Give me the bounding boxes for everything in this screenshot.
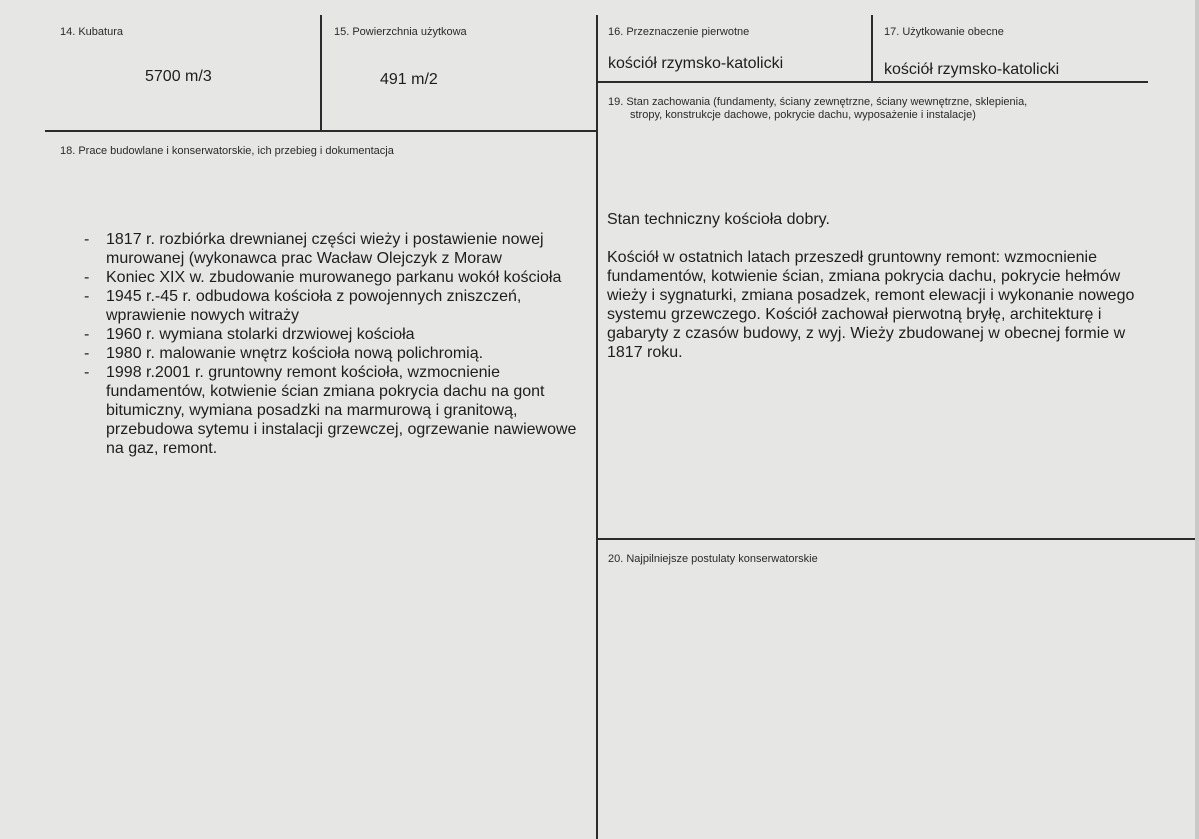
stan-paragraph-1: Stan techniczny kościoła dobry. <box>607 211 830 228</box>
list-item-text: Koniec XIX w. zbudowanie murowanego parkanu wokół kościoła <box>106 269 562 286</box>
field-label-prace: 18. Prace budowlane i konserwatorskie, ich przebieg i dokumentacja <box>60 145 394 157</box>
divider-horizontal-16-17 <box>597 81 1148 83</box>
list-item <box>84 287 584 325</box>
bullet-dash: - <box>84 288 90 305</box>
list-item-text: 1817 r. rozbiórka drewnianej części wieży i postawienie nowej murowanej (wykonawca prac Wacław Olejczyk z Moraw <box>106 231 544 267</box>
divider-vertical-center <box>596 15 598 839</box>
field-label-przeznaczenie: 16. Przeznaczenie pierwotne <box>608 26 750 38</box>
list-item-text: 1960 r. wymiana stolarki drzwiowej kościoła <box>106 326 415 343</box>
bullet-dash: - <box>84 231 90 248</box>
bullet-dash: - <box>84 326 90 343</box>
list-item <box>84 325 584 344</box>
divider-vertical-16-17 <box>871 15 873 83</box>
field-label-postulaty: 20. Najpilniejsze postulaty konserwatorskie <box>608 553 818 565</box>
field-value-kubatura: 5700 m/3 <box>145 68 212 85</box>
field-label-kubatura: 14. Kubatura <box>60 26 123 38</box>
divider-horizontal-20 <box>597 538 1199 540</box>
divider-vertical-14-15 <box>320 15 322 130</box>
field-value-uzytkowanie: kościół rzymsko-katolicki <box>884 61 1060 78</box>
field-value-przeznaczenie: kościół rzymsko-katolicki <box>608 55 784 72</box>
field-label-powierzchnia: 15. Powierzchnia użytkowa <box>334 26 467 38</box>
divider-horizontal-18 <box>45 130 597 132</box>
field-label-uzytkowanie: 17. Użytkowanie obecne <box>884 26 1004 38</box>
list-item <box>84 344 584 363</box>
field-label-stan-line2: stropy, konstrukcje dachowe, pokrycie dachu, wyposażenie i instalacje) <box>630 109 976 121</box>
list-item-text: 1945 r.-45 r. odbudowa kościoła z powojennych zniszczeń, wprawienie nowych witraży <box>106 288 522 324</box>
list-item <box>84 363 584 458</box>
stan-paragraph-2: Kościół w ostatnich latach przeszedł gruntowny remont: wzmocnienie fundamentów, kotwienie ścian, zmiana pokrycia dachu, pokrycie hełmów wieży i sygnaturki, zmiana posadzek, remont elewacji i wykonanie nowego systemu grzewczego. Kościół zachował pierwotną bryłę, architekturę i gabaryty z czasów budowy, z wyj. Wieży zbudowanej w obecnej formie w 1817 roku. <box>607 249 1135 361</box>
field-label-stan-line1: 19. Stan zachowania (fundamenty, ściany zewnętrzne, ściany wewnętrzne, sklepienia, <box>608 96 1028 108</box>
list-item <box>84 230 584 268</box>
paper-edge <box>1195 0 1199 839</box>
list-item-text: 1998 r.2001 r. gruntowny remont kościoła, wzmocnienie fundamentów, kotwienie ścian zmiana pokrycia dachu na gont bitumiczny, wymiana posadzki na marmurową i granitową, przebudowa sytemu i instalacji grzewczej, ogrzewanie nawiewowe na gaz, remont. <box>106 364 577 457</box>
list-item <box>84 268 584 287</box>
bullet-dash: - <box>84 364 90 381</box>
prace-list <box>84 230 584 458</box>
list-item-text: 1980 r. malowanie wnętrz kościoła nową polichromią. <box>106 345 484 362</box>
bullet-dash: - <box>84 269 90 286</box>
bullet-dash: - <box>84 345 90 362</box>
field-value-powierzchnia: 491 m/2 <box>380 71 438 88</box>
